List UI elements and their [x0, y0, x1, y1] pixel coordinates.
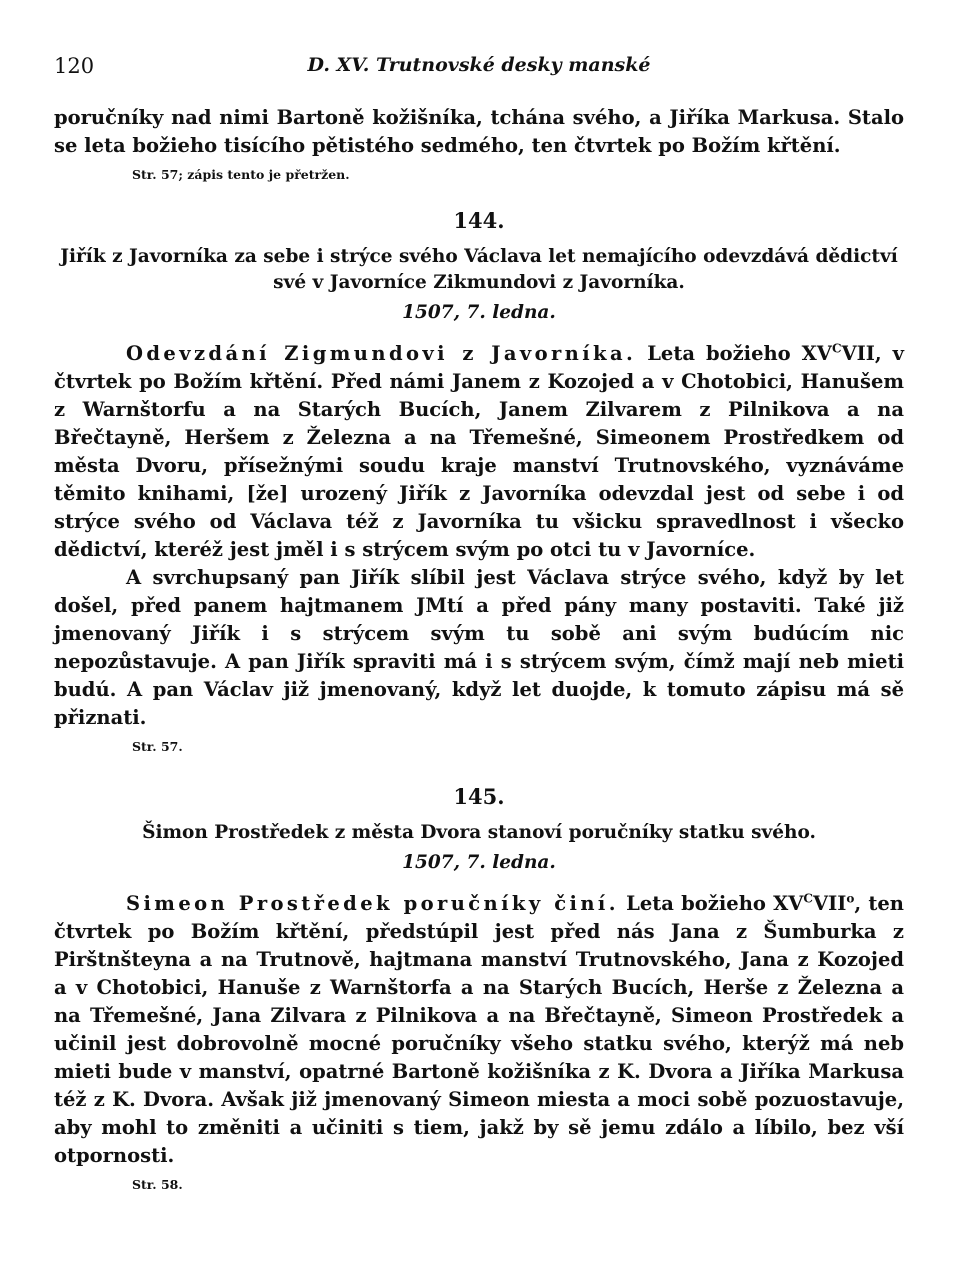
entry-145-paragraph — [54, 890, 904, 1170]
carryover-note: Str. 57; zápis tento je přetržen. — [132, 167, 350, 182]
entry-144-paragraph-2: A svrchupsaný pan Jiřík slíbil jest Václava strýce svého, když by let došel, před panem hajtmanem JMtí a před pány many postaviti. Také již jmenovaný Jiřík i s strýcem svým tu sobě ani svým budúcím nic nepozůstavuje. A pan Jiřík spraviti má i s strýcem svým, čímž mají neb mieti budú. A pan Václav již jmenovaný, když let duojde, k tomuto zápisu má sě přiznati. — [54, 566, 904, 729]
entry-145-incipit: Simeon Prostředek poručníky činí. — [126, 892, 619, 915]
entry-144-regest: Jiřík z Javorníka za sebe i strýce svého Václava let nemajícího odevzdává dědictví své v Javorníce Zikmundovi z Javorníka. — [60, 246, 898, 293]
entry-145-text-b: VII — [812, 892, 847, 915]
entry-144-number: 144. — [453, 208, 505, 233]
running-head — [54, 54, 904, 84]
entry-145-note: Str. 58. — [132, 1177, 183, 1192]
page-content — [54, 104, 904, 1194]
entry-144-sup: C — [831, 341, 842, 356]
entry-144-text-b: VII, v čtvrtek po Božím křtění. Před námi Janem z Kozojed a v Chotobici, Hanušem z Warnštorfu a na Starých Bucích, Janem Zilvarem z Pilnikova a na Břečtayně, Heršem z Železna a na Třemešné, Simeonem Prostředkem od města Dvoru, přísežnými soudu kraje manství Trutnovského, vyznáváme těmito knihami, [že] urozený Jiřík z Javorníka odevzdal jest od sebe i od strýce svého od Václava též z Javorníka tu všicku spravedlnost i všecko dědictví, kteréž jest jměl i s strýcem svým po otci tu v Javorníce. — [54, 342, 904, 561]
entry-144-incipit: Odevzdání Zigmundovi z Javorníka. — [126, 342, 637, 365]
running-title: D. XV. Trutnovské desky manské — [307, 54, 651, 76]
entry-144-note: Str. 57. — [132, 739, 183, 754]
page-number: 120 — [54, 54, 95, 78]
entry-144-date: 1507, 7. ledna. — [402, 302, 556, 323]
entry-145-text-a: Leta božieho XV — [618, 892, 804, 915]
entry-144-paragraph-1 — [54, 340, 904, 564]
entry-145-number: 145. — [453, 784, 505, 809]
entry-145-date: 1507, 7. ledna. — [402, 852, 556, 873]
carryover-paragraph: poručníky nad nimi Bartoně kožišníka, tchána svého, a Jiříka Markusa. Stalo se leta božieho tisícího pětistého sedmého, ten čtvrtek po Božím křtění. — [54, 106, 904, 157]
entry-145-sup-2: o — [846, 891, 855, 906]
entry-144-text-a: Leta božieho XV — [636, 342, 832, 365]
entry-145-regest: Šimon Prostředek z města Dvora stanoví poručníky statku svého. — [142, 822, 816, 843]
entry-145-sup: C — [803, 891, 813, 906]
entry-145-text-c: , ten čtvrtek po Božím křtění, předstúpil jest před nás Jana z Šumburka z Pirštnšteyna a na Trutnově, hajtmana manství Trutnovského, Jana z Kozojed a v Chotobici, Hanuše z Warnštorfa a na Starých Bucích, Herše z Železna a na Třemešné, Jana Zilvara z Pilnikova a na Břečtayně, Simeon Prostředek a učinil jest dobrovolně mocné poručníky všeho statku svého, kterýž má neb mieti bude v manství, opatrné Bartoně kožišníka z K. Dvora a Jiříka Markusa též z K. Dvora. Avšak již jmenovaný Simeon miesta a moci sobě pozuostavuje, aby mohl to změniti a učiniti s tiem, jakž by sě jemu zdálo a líbilo, bez vší otpornosti. — [54, 892, 904, 1167]
